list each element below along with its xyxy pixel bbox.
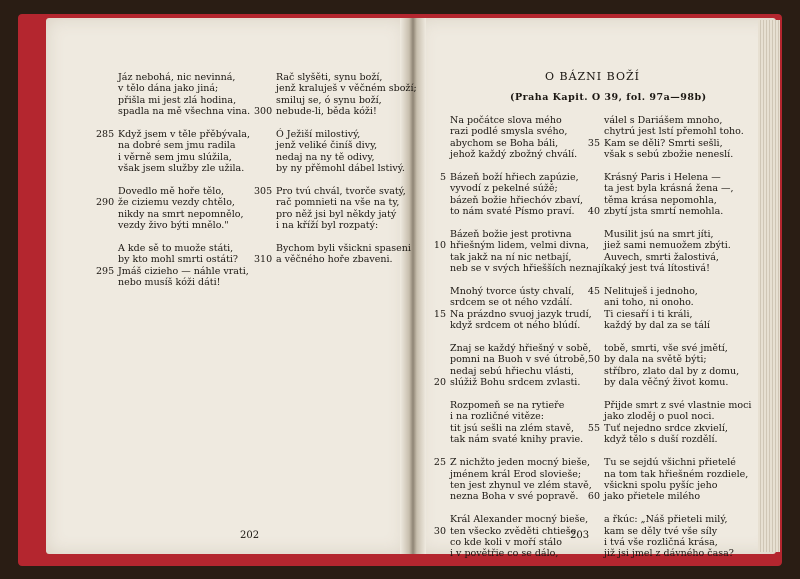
verse-text: ten všecko zvěděti chtieše,	[450, 525, 580, 537]
verse-line	[587, 206, 751, 218]
verse-text: Bychom byli všickni spaseni	[276, 243, 411, 255]
verse-text: by ny přěmohl dábel lstivý.	[276, 163, 405, 175]
verse-text: vezdy živo býti mnělo."	[118, 220, 229, 232]
verse-line	[118, 254, 250, 265]
verse-line	[276, 152, 417, 163]
verse-line	[604, 195, 751, 206]
verse-line	[450, 548, 607, 559]
line-number: 40	[587, 206, 600, 218]
verse-text: na dobré sem jmu radila	[118, 140, 236, 152]
verse-line	[450, 320, 607, 331]
verse-line	[450, 263, 607, 274]
verse-text: tit jsú sešli na zlém stavě,	[450, 422, 574, 434]
verse-text: Znaj se každý hřiešný v sobě,	[450, 343, 592, 355]
verse-line	[450, 411, 607, 422]
verse-line	[118, 152, 250, 163]
verse-text: Bázeň božie jest protivna	[450, 229, 572, 241]
verse-line	[118, 277, 250, 288]
verse-text: Auvech, smrti žalostivá,	[604, 251, 719, 263]
verse-line	[450, 126, 607, 137]
right-page-column-2	[587, 115, 752, 571]
verse-line	[604, 411, 751, 422]
verse-text: když tělo s duší rozdělí.	[604, 434, 718, 446]
line-number: 45	[587, 286, 600, 298]
verse-line	[450, 434, 607, 445]
line-number: 290	[96, 197, 115, 209]
verse-text: co kde koli v moří stálo	[450, 536, 562, 548]
verse-text: Ó Ježiší milostivý,	[276, 129, 361, 141]
verse-line	[587, 422, 751, 434]
stanza	[604, 229, 751, 275]
verse-text: Rač slyšěti, synu boží,	[276, 72, 383, 83]
verse-text: však s sebú zbožie neneslí.	[604, 149, 734, 161]
verse-text: Jáz nebohá, nic nevinná,	[118, 72, 236, 83]
verse-text: Bázeň boží hřiech zapúzie,	[450, 172, 579, 184]
verse-line	[450, 366, 607, 377]
verse-line	[254, 106, 417, 118]
verse-text: přišla mi jest zlá hodina,	[118, 94, 237, 106]
verse-line	[604, 252, 751, 263]
verse-text: jako přietele milého	[604, 491, 701, 503]
verse-text: Ti ciesaří i ti králi,	[604, 308, 693, 320]
verse-text: válel s Dariášem mnoho,	[604, 115, 723, 126]
verse-text: každý by dal za se tálí	[604, 320, 710, 332]
stanza	[254, 243, 417, 266]
manuscript-source: (Praha Kapit. O 39, fol. 97a—98b)	[510, 92, 707, 103]
stanza	[587, 457, 751, 503]
verse-text: Na počátce slova mého	[450, 115, 562, 126]
verse-text: Nelituješ i jednoho,	[604, 286, 698, 298]
verse-text: vyvodí z pekelné súžě;	[450, 183, 558, 195]
verse-line	[450, 252, 607, 263]
stanza	[118, 72, 250, 118]
verse-line	[276, 129, 417, 140]
verse-text: nezna Boha v své popravě.	[450, 491, 579, 503]
verse-line	[604, 229, 751, 240]
verse-text: a věčného hoře zbaveni.	[276, 254, 393, 266]
verse-text: tobě, smrti, vše své jmětí,	[604, 343, 728, 355]
verse-line	[450, 480, 607, 491]
verse-text: těma krása nepomohla,	[604, 194, 717, 206]
verse-line	[118, 209, 250, 220]
verse-text: Krásný Paris i Helena —	[604, 172, 721, 184]
verse-text: tak nám svaté knihy pravie.	[450, 434, 584, 446]
verse-text: bázeň božie hřiechóv zbaví,	[450, 194, 584, 206]
line-number: 305	[254, 186, 273, 198]
verse-line	[433, 308, 607, 320]
stanza	[96, 129, 250, 175]
line-number: 10	[433, 240, 446, 252]
verse-line	[604, 548, 751, 559]
verse-text: když srdcem ot ného blúdí.	[450, 320, 581, 332]
line-number: 15	[433, 308, 446, 320]
verse-text: nedaj sebú hřiechu vlásti,	[450, 365, 574, 377]
verse-text: i tvá vše rozličná krása,	[604, 536, 718, 548]
verse-line	[276, 140, 417, 151]
verse-text: nebo musíš kóži dáti!	[118, 277, 221, 289]
verse-line	[450, 400, 607, 411]
verse-line	[604, 172, 751, 183]
verse-text: by kto mohl smrti ostáti?	[118, 254, 239, 266]
line-number: 300	[254, 106, 273, 118]
verse-line	[604, 526, 751, 537]
verse-line	[604, 343, 751, 354]
verse-text: a řkúc: „Náš přieteli milý,	[604, 514, 728, 526]
verse-line	[604, 297, 751, 308]
stanza	[276, 129, 417, 175]
verse-line	[604, 149, 751, 160]
stanza	[587, 115, 751, 161]
verse-line	[450, 343, 607, 354]
verse-text: však jsem služby zle užila.	[118, 163, 245, 175]
verse-text: Jmáš cizieho — náhle vrati,	[118, 265, 249, 277]
verse-text: ta jest byla krásná žena —,	[604, 183, 734, 195]
verse-text: i na rozličné vitěze:	[450, 411, 544, 423]
verse-text: razi podlé smysla svého,	[450, 126, 568, 138]
verse-line	[450, 514, 607, 525]
verse-line	[118, 163, 250, 174]
verse-text: jehož každý zbožný chválí.	[450, 149, 578, 161]
verse-line	[604, 309, 751, 320]
stanza	[587, 343, 751, 389]
verse-text: na tom tak hřiešném rozdiele,	[604, 468, 749, 480]
stanza	[96, 186, 250, 232]
verse-text: Když jsem v těle přěbývala,	[118, 129, 250, 141]
line-number: 285	[96, 129, 115, 141]
verse-text: Na prázdno svuoj jazyk trudí,	[450, 308, 592, 320]
verse-line	[118, 243, 250, 254]
verse-line	[276, 243, 417, 254]
verse-text: to nám svaté Písmo praví.	[450, 206, 575, 218]
verse-line	[433, 377, 607, 389]
verse-line	[96, 129, 250, 141]
verse-text: ten jest zhynul ve zlém stavě,	[450, 479, 592, 491]
verse-line	[276, 95, 417, 106]
verse-line	[604, 434, 751, 445]
verse-line	[450, 297, 607, 308]
stanza	[587, 286, 751, 332]
poem-title: O BÁZNI BOŽÍ	[545, 70, 640, 83]
verse-text: hřiešným lidem, velmi divna,	[450, 240, 589, 252]
verse-line	[604, 457, 751, 468]
verse-line	[118, 140, 250, 151]
verse-text: již jsi jmel z dávného časa?	[604, 548, 734, 560]
verse-line	[276, 197, 417, 208]
verse-line	[450, 229, 607, 240]
verse-line	[433, 457, 607, 469]
verse-text: smiluj se, ó synu boží,	[276, 94, 382, 106]
stanza	[587, 172, 751, 218]
stanza	[96, 243, 250, 289]
verse-text: jiež sami nemuožem zbýti.	[604, 240, 731, 252]
verse-text: jako zloděj o puol noci.	[604, 411, 715, 423]
verse-line	[604, 320, 751, 331]
verse-line	[604, 115, 751, 126]
verse-text: jménem král Erod slovieše;	[450, 468, 582, 480]
verse-line	[587, 491, 751, 503]
line-number: 60	[587, 491, 600, 503]
verse-text: stříbro, zlato dal by z domu,	[604, 365, 740, 377]
verse-text: všickni spolu pyšíc jeho	[604, 479, 718, 491]
verse-line	[433, 240, 607, 252]
verse-text: i věrně sem jmu slúžila,	[118, 151, 232, 163]
verse-text: i v povětřie co se dálo,	[450, 548, 559, 560]
verse-line	[276, 209, 417, 220]
stanza	[254, 186, 417, 232]
verse-line	[450, 149, 607, 160]
verse-line	[118, 95, 250, 106]
verse-text: Dovedlo mě hoře tělo,	[118, 186, 225, 198]
line-number: 20	[433, 377, 446, 389]
verse-text: Z nichžto jeden mocný bieše,	[450, 457, 590, 469]
verse-line	[604, 514, 751, 525]
verse-line	[118, 72, 250, 83]
verse-line	[118, 83, 250, 94]
stanza	[604, 514, 751, 560]
line-number: 35	[587, 137, 600, 149]
verse-text: v tělo dána jako jiná;	[118, 83, 219, 95]
verse-text: srdcem se ot ného vzdálí.	[450, 297, 573, 309]
verse-text: pomni na Buoh v své útrobě,	[450, 354, 588, 366]
verse-text: Král Alexander mocný bieše,	[450, 514, 589, 526]
verse-text: jenž kraluješ v věčném sboží;	[276, 83, 417, 95]
verse-line	[604, 240, 751, 251]
verse-text: A kde sě to muože státi,	[118, 243, 234, 255]
line-number: 50	[587, 354, 600, 366]
verse-text: Pro tvú chvál, tvorče svatý,	[276, 186, 406, 198]
verse-line	[604, 400, 751, 411]
verse-line	[276, 163, 417, 174]
line-number: 5	[439, 172, 446, 184]
verse-text: kaký jest tvá lítostivá!	[604, 263, 710, 275]
verse-text: tak jakž na ní nic netbají,	[450, 251, 572, 263]
verse-line	[96, 265, 250, 277]
verse-line	[450, 183, 607, 194]
verse-line	[276, 83, 417, 94]
verse-line	[450, 115, 607, 126]
verse-text: Přijde smrt z své vlastnie moci	[604, 400, 752, 412]
verse-line	[118, 106, 250, 117]
verse-text: Mnohý tvorce ústy chvalí,	[450, 286, 575, 298]
line-number: 25	[433, 457, 446, 469]
verse-text: slúžiž Bohu srdcem zvlasti.	[450, 377, 581, 389]
verse-text: i na kříží byl rozpatý:	[276, 220, 379, 232]
verse-line	[604, 377, 751, 388]
verse-line	[450, 469, 607, 480]
verse-text: že ciziemu vezdy chtělo,	[118, 197, 235, 209]
verse-line	[118, 220, 250, 231]
verse-line	[439, 172, 607, 184]
line-number: 295	[96, 265, 115, 277]
verse-line	[254, 254, 417, 266]
verse-line	[450, 195, 607, 206]
verse-text: nikdy na smrt nepomnělo,	[118, 208, 244, 220]
verse-line	[587, 354, 751, 366]
verse-text: kam se děly tvé vše síly	[604, 525, 718, 537]
verse-line	[276, 72, 417, 83]
verse-line	[604, 469, 751, 480]
line-number: 30	[433, 525, 446, 537]
verse-text: neb se v svých hřiešších neznají.	[450, 263, 607, 275]
verse-line	[254, 186, 417, 198]
verse-line	[587, 137, 751, 149]
verse-text: Musilit jsú na smrt jíti,	[604, 229, 714, 241]
left-page-column-1	[96, 72, 251, 300]
page-number-right: 203	[570, 530, 590, 541]
line-number: 55	[587, 422, 600, 434]
verse-line	[604, 126, 751, 137]
verse-text: nebude-li, běda kóži!	[276, 106, 377, 118]
verse-text: Tuť nejedno srdce zkvielí,	[604, 422, 728, 434]
verse-text: rač pomnieti na vše na ty,	[276, 197, 400, 209]
verse-text: pro něž jsi byl někdy jatý	[276, 208, 397, 220]
verse-text: zbytí jsta smrtí nemohla.	[604, 206, 724, 218]
stanza	[254, 72, 417, 118]
verse-line	[604, 366, 751, 377]
verse-line	[604, 537, 751, 548]
verse-text: spadla na mě všechna vina.	[118, 106, 251, 118]
verse-text: Kam se děli? Smrti sešli,	[604, 137, 723, 149]
verse-text: by dala věčný život komu.	[604, 377, 729, 389]
page-number-left: 202	[240, 530, 260, 541]
verse-text: ani toho, ni onoho.	[604, 297, 694, 309]
verse-text: by dala na světě býti;	[604, 354, 707, 366]
verse-text: Tu se sejdú všichni přietelé	[604, 457, 736, 469]
verse-line	[604, 480, 751, 491]
verse-line	[276, 220, 417, 231]
verse-line	[96, 197, 250, 209]
line-number: 310	[254, 254, 273, 266]
stanza	[587, 400, 752, 446]
stanza	[433, 229, 607, 275]
verse-text: abychom se Boha báli,	[450, 137, 559, 149]
verse-text: jenž veliké činíš divy,	[276, 140, 378, 152]
verse-line	[118, 186, 250, 197]
stanza	[433, 343, 607, 389]
verse-text: Rozpomeň se na rytieře	[450, 400, 565, 412]
verse-line	[604, 263, 751, 274]
verse-text: nedaj na ny tě odivy,	[276, 151, 375, 163]
verse-text: chytrú jest lstí přemohl toho.	[604, 126, 744, 138]
left-page-column-2	[254, 72, 417, 277]
page-edges	[758, 20, 780, 552]
verse-line	[587, 286, 751, 298]
verse-line	[604, 183, 751, 194]
